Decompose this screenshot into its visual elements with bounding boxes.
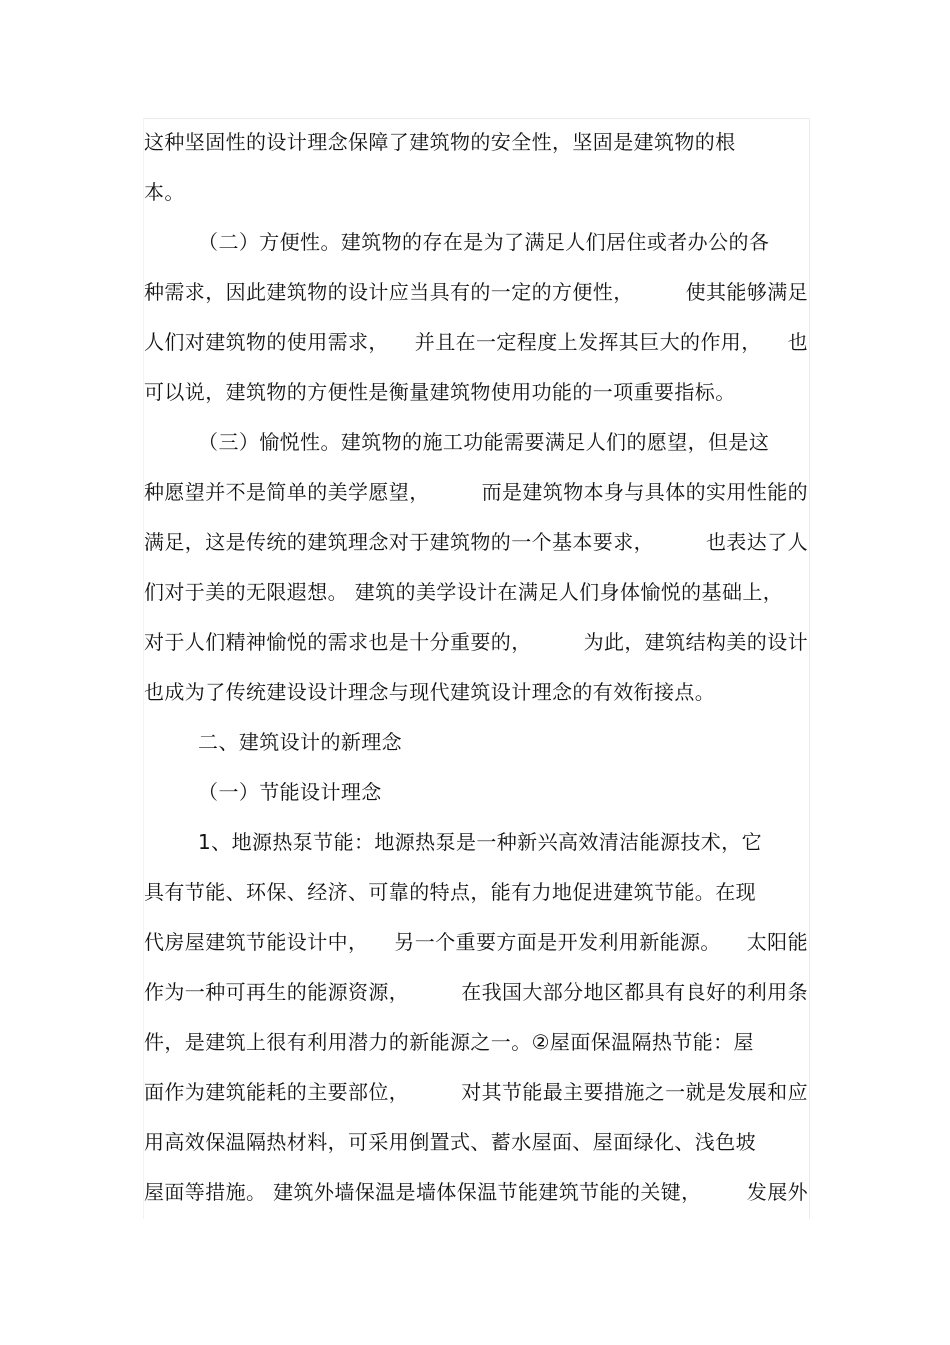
- text-line: 具有节能、环保、经济、可靠的特点，能有力地促进建筑节能。在现: [144, 880, 756, 904]
- text-segment: 满足，这是传统的建筑理念对于建筑物的一个基本要求，: [144, 530, 654, 554]
- text-line: 本。: [144, 180, 185, 204]
- text-line: [144, 320, 808, 370]
- text-line: 这种坚固性的设计理念保障了建筑物的安全性，坚固是建筑物的根: [144, 130, 736, 154]
- text-segment: 而是建筑物本身与具体的实用性能的: [481, 480, 808, 504]
- text-line: 用高效保温隔热材料，可采用倒置式、蓄水屋面、屋面绿化、浅色坡: [144, 1130, 756, 1154]
- text-segment: 使其能够满足: [685, 280, 808, 304]
- text-segment: 在我国大部分地区都具有良好的利用条: [461, 980, 808, 1004]
- text-line: [144, 970, 808, 1020]
- text-segment: 也表达了人: [706, 530, 808, 554]
- text-line: （二）方便性。建筑物的存在是为了满足人们居住或者办公的各: [144, 230, 770, 254]
- text-line: 件，是建筑上很有利用潜力的新能源之一。②屋面保温隔热节能：屋: [144, 1030, 754, 1054]
- text-line: 可以说，建筑物的方便性是衡量建筑物使用功能的一项重要指标。: [144, 380, 736, 404]
- text-segment: 面作为建筑能耗的主要部位，: [144, 1080, 410, 1104]
- text-segment: 种愿望并不是简单的美学愿望，: [144, 480, 430, 504]
- text-segment: 太阳能: [746, 930, 808, 954]
- text-line: [144, 520, 808, 570]
- text-segment: 种需求，因此建筑物的设计应当具有的一定的方便性，: [144, 280, 634, 304]
- document-body: [144, 120, 808, 1220]
- text-segment: 对其节能最主要措施之一就是发展和应: [461, 1080, 808, 1104]
- text-segment: 为此，建筑结构美的设计: [583, 630, 808, 654]
- text-line: [144, 1170, 808, 1220]
- text-segment: 代房屋建筑节能设计中，: [144, 930, 369, 954]
- text-line: [144, 920, 808, 970]
- text-line: （三）愉悦性。建筑物的施工功能需要满足人们的愿望，但是这: [144, 430, 770, 454]
- text-line: 1、地源热泵节能：地源热泵是一种新兴高效清洁能源技术，它: [144, 830, 762, 854]
- text-line: [144, 620, 808, 670]
- text-segment: 作为一种可再生的能源资源，: [144, 980, 410, 1004]
- subsection-heading: （一）节能设计理念: [144, 780, 382, 804]
- text-line: 们对于美的无限遐想。 建筑的美学设计在满足人们身体愉悦的基础上，: [144, 580, 784, 604]
- text-segment: 屋面等措施。 建筑外墙保温是墙体保温节能建筑节能的关键，: [144, 1180, 702, 1204]
- text-line: [144, 470, 808, 520]
- text-line: 也成为了传统建设设计理念与现代建筑设计理念的有效衔接点。: [144, 680, 716, 704]
- text-segment: 另一个重要方面是开发利用新能源。: [394, 930, 721, 954]
- section-heading: 二、建筑设计的新理念: [144, 730, 403, 754]
- text-segment: 并且在一定程度上发挥其巨大的作用，: [414, 330, 762, 354]
- text-segment: 也: [787, 330, 808, 354]
- text-segment: 人们对建筑物的使用需求，: [144, 330, 389, 354]
- text-line: [144, 1070, 808, 1120]
- text-segment: 发展外: [746, 1180, 808, 1204]
- text-line: [144, 270, 808, 320]
- text-segment: 对于人们精神愉悦的需求也是十分重要的，: [144, 630, 532, 654]
